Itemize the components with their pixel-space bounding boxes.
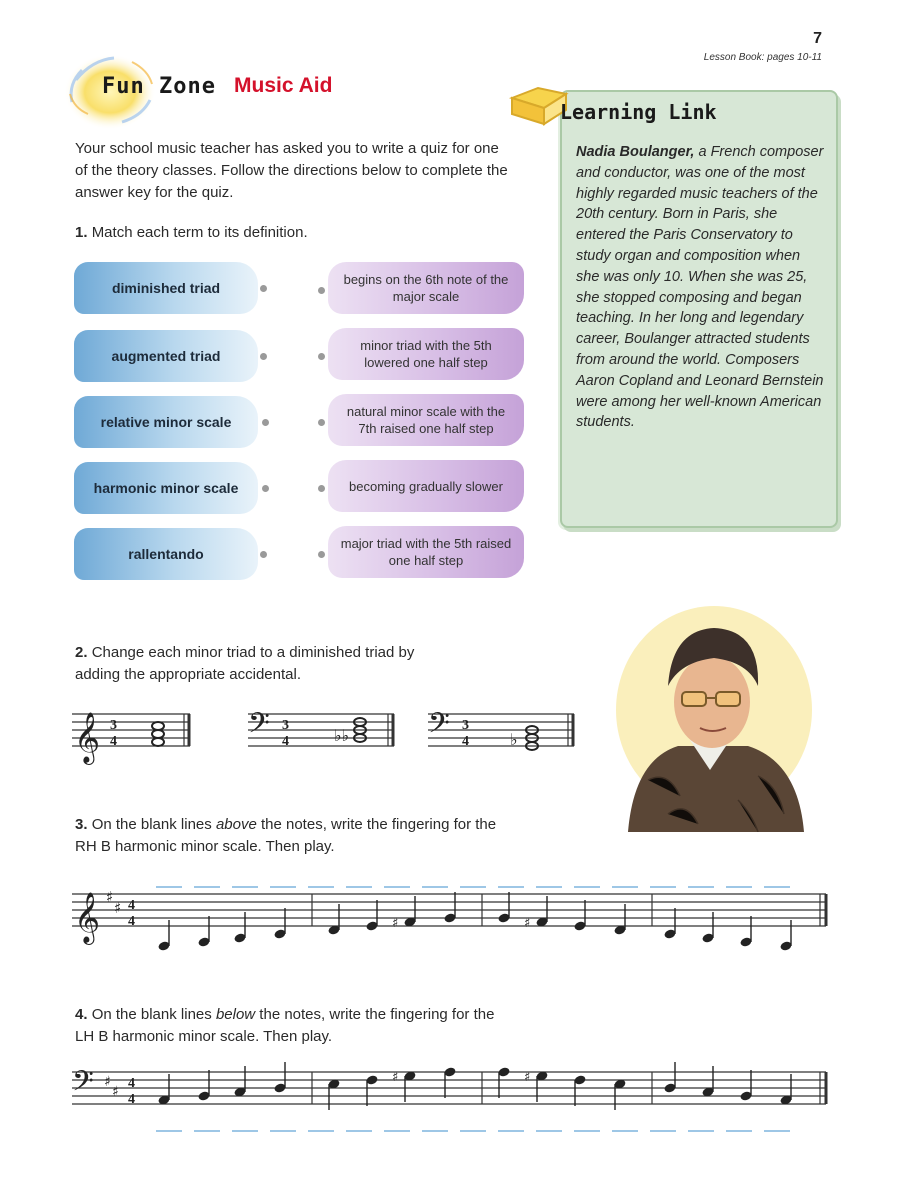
term-box[interactable]: harmonic minor scale [74, 462, 258, 514]
q4-notes [157, 1062, 792, 1110]
term-connector-dot[interactable] [260, 353, 267, 360]
fingering-blank-line[interactable] [156, 1130, 182, 1132]
bass-clef-icon: 𝄢 [248, 707, 270, 747]
fingering-blank-line[interactable] [764, 1130, 790, 1132]
section-header [62, 50, 392, 130]
bass-clef-icon: 𝄢 [428, 707, 450, 747]
sharp-sign: ♯ [524, 1070, 531, 1085]
q1-instruction [75, 222, 308, 244]
definition-box[interactable]: begins on the 6th note of the major scale [328, 262, 524, 314]
sharp-sign: ♯ [392, 1070, 399, 1085]
q2-number: 2. [75, 644, 88, 661]
time-signature-top: 3 [110, 718, 117, 733]
q4-text-emphasis: below [215, 1006, 256, 1023]
definition-connector-dot[interactable] [318, 485, 325, 492]
page-title: Music Aid [234, 74, 333, 97]
key-signature-sharp: ♯ [114, 899, 122, 917]
q4-number: 4. [75, 1006, 88, 1023]
fingering-blank-line[interactable] [688, 1130, 714, 1132]
term-connector-dot[interactable] [262, 485, 269, 492]
q4-text-after: the notes, write the fingering for the LH B harmonic minor scale. Then play. [75, 1006, 495, 1045]
key-signature-sharp: ♯ [112, 1084, 119, 1100]
sharp-sign: ♯ [392, 916, 399, 931]
page-number: 7 [813, 30, 822, 47]
q2-instruction [75, 642, 455, 686]
term-box[interactable]: rallentando [74, 528, 258, 580]
learning-link-body: a French composer and conductor, was one of the most highly regarded music teachers of the 20th century. Born in Paris, she entered the Paris Conservatory to study organ and composition when she was only 10. When she was 25, she stopped composing and began teaching. In her long and legendary career, Boulanger attracted students from around the world. Composers Aaron Copland and Leonard Bernstein were among her well-known American students. [576, 144, 824, 431]
definition-connector-dot[interactable] [318, 287, 325, 294]
definition-connector-dot[interactable] [318, 419, 325, 426]
q4-text-before: On the blank lines [91, 1006, 216, 1023]
time-signature-bottom: 4 [110, 734, 117, 749]
learning-link-text [576, 142, 826, 433]
q2-staff-bass-1[interactable] [248, 700, 398, 772]
key-signature-sharp: ♯ [106, 888, 114, 906]
term-box[interactable]: relative minor scale [74, 396, 258, 448]
definition-box[interactable]: minor triad with the 5th lowered one half step [328, 328, 524, 380]
definition-connector-dot[interactable] [318, 353, 325, 360]
definition-box[interactable]: natural minor scale with the 7th raised one half step [328, 394, 524, 446]
fingering-blank-line[interactable] [346, 1130, 372, 1132]
key-signature-sharp: ♯ [104, 1074, 111, 1090]
q4-instruction [75, 1004, 515, 1048]
q3-text-after: the notes, write the fingering for the RH B harmonic minor scale. Then play. [75, 816, 497, 855]
fingering-blank-line[interactable] [650, 1130, 676, 1132]
term-connector-dot[interactable] [260, 551, 267, 558]
fingering-blank-line[interactable] [422, 1130, 448, 1132]
time-signature-bottom: 4 [462, 734, 469, 749]
term-box[interactable]: diminished triad [74, 262, 258, 314]
treble-clef-icon: 𝄞 [74, 712, 101, 763]
time-signature-top: 3 [282, 718, 289, 733]
q3-number: 3. [75, 816, 88, 833]
flat-sign: ♭ [510, 730, 518, 749]
fingering-blank-line[interactable] [194, 1130, 220, 1132]
time-signature-bottom: 4 [282, 734, 289, 749]
flat-sign: ♭♭ [334, 726, 350, 745]
term-box[interactable]: augmented triad [74, 330, 258, 382]
time-signature-bottom: 4 [128, 1092, 135, 1107]
triad-chord [152, 722, 164, 746]
q2-text: Change each minor triad to a diminished triad by adding the appropriate accidental. [75, 644, 415, 683]
sharp-sign: ♯ [524, 916, 531, 931]
definition-box[interactable]: becoming gradually slower [328, 460, 524, 512]
term-connector-dot[interactable] [262, 419, 269, 426]
definition-box[interactable]: major triad with the 5th raised one half step [328, 526, 524, 578]
q4-bass-staff[interactable] [72, 1058, 832, 1128]
q3-instruction [75, 814, 515, 858]
fingering-blank-line[interactable] [726, 1130, 752, 1132]
fingering-blank-line[interactable] [536, 1130, 562, 1132]
fingering-blank-line[interactable] [612, 1130, 638, 1132]
q1-text: Match each term to its definition. [91, 224, 308, 241]
q3-notes [157, 892, 792, 952]
definition-connector-dot[interactable] [318, 551, 325, 558]
term-connector-dot[interactable] [260, 285, 267, 292]
treble-clef-icon: 𝄞 [74, 892, 101, 943]
fingering-blank-line[interactable] [498, 1130, 524, 1132]
lesson-reference: Lesson Book: pages 10-11 [703, 52, 822, 63]
fingering-blank-line[interactable] [232, 1130, 258, 1132]
learning-link-title: Learning Link [560, 100, 717, 124]
portrait-illustration [608, 600, 820, 832]
intro-paragraph: Your school music teacher has asked you to write a quiz for one of the theory classes. Follow the directions below to complete the answer key for the quiz. [75, 140, 508, 201]
fingering-blank-line[interactable] [460, 1130, 486, 1132]
q2-staff-treble[interactable] [72, 700, 194, 772]
time-signature-top: 3 [462, 718, 469, 733]
fingering-blank-line[interactable] [308, 1130, 334, 1132]
q1-number: 1. [75, 224, 88, 241]
learning-link-name: Nadia Boulanger, [576, 144, 695, 160]
fingering-blank-line[interactable] [384, 1130, 410, 1132]
q3-text-before: On the blank lines [91, 816, 216, 833]
time-signature-bottom: 4 [128, 914, 135, 929]
fingering-blank-line[interactable] [270, 1130, 296, 1132]
section-label: Fun Zone [102, 74, 216, 99]
time-signature-top: 4 [128, 1076, 135, 1091]
bass-clef-icon: 𝄢 [72, 1065, 94, 1105]
q3-text-emphasis: above [215, 816, 257, 833]
q2-staff-bass-2[interactable] [428, 700, 578, 772]
fingering-blank-line[interactable] [574, 1130, 600, 1132]
q3-treble-staff[interactable] [72, 880, 832, 964]
time-signature-top: 4 [128, 898, 135, 913]
